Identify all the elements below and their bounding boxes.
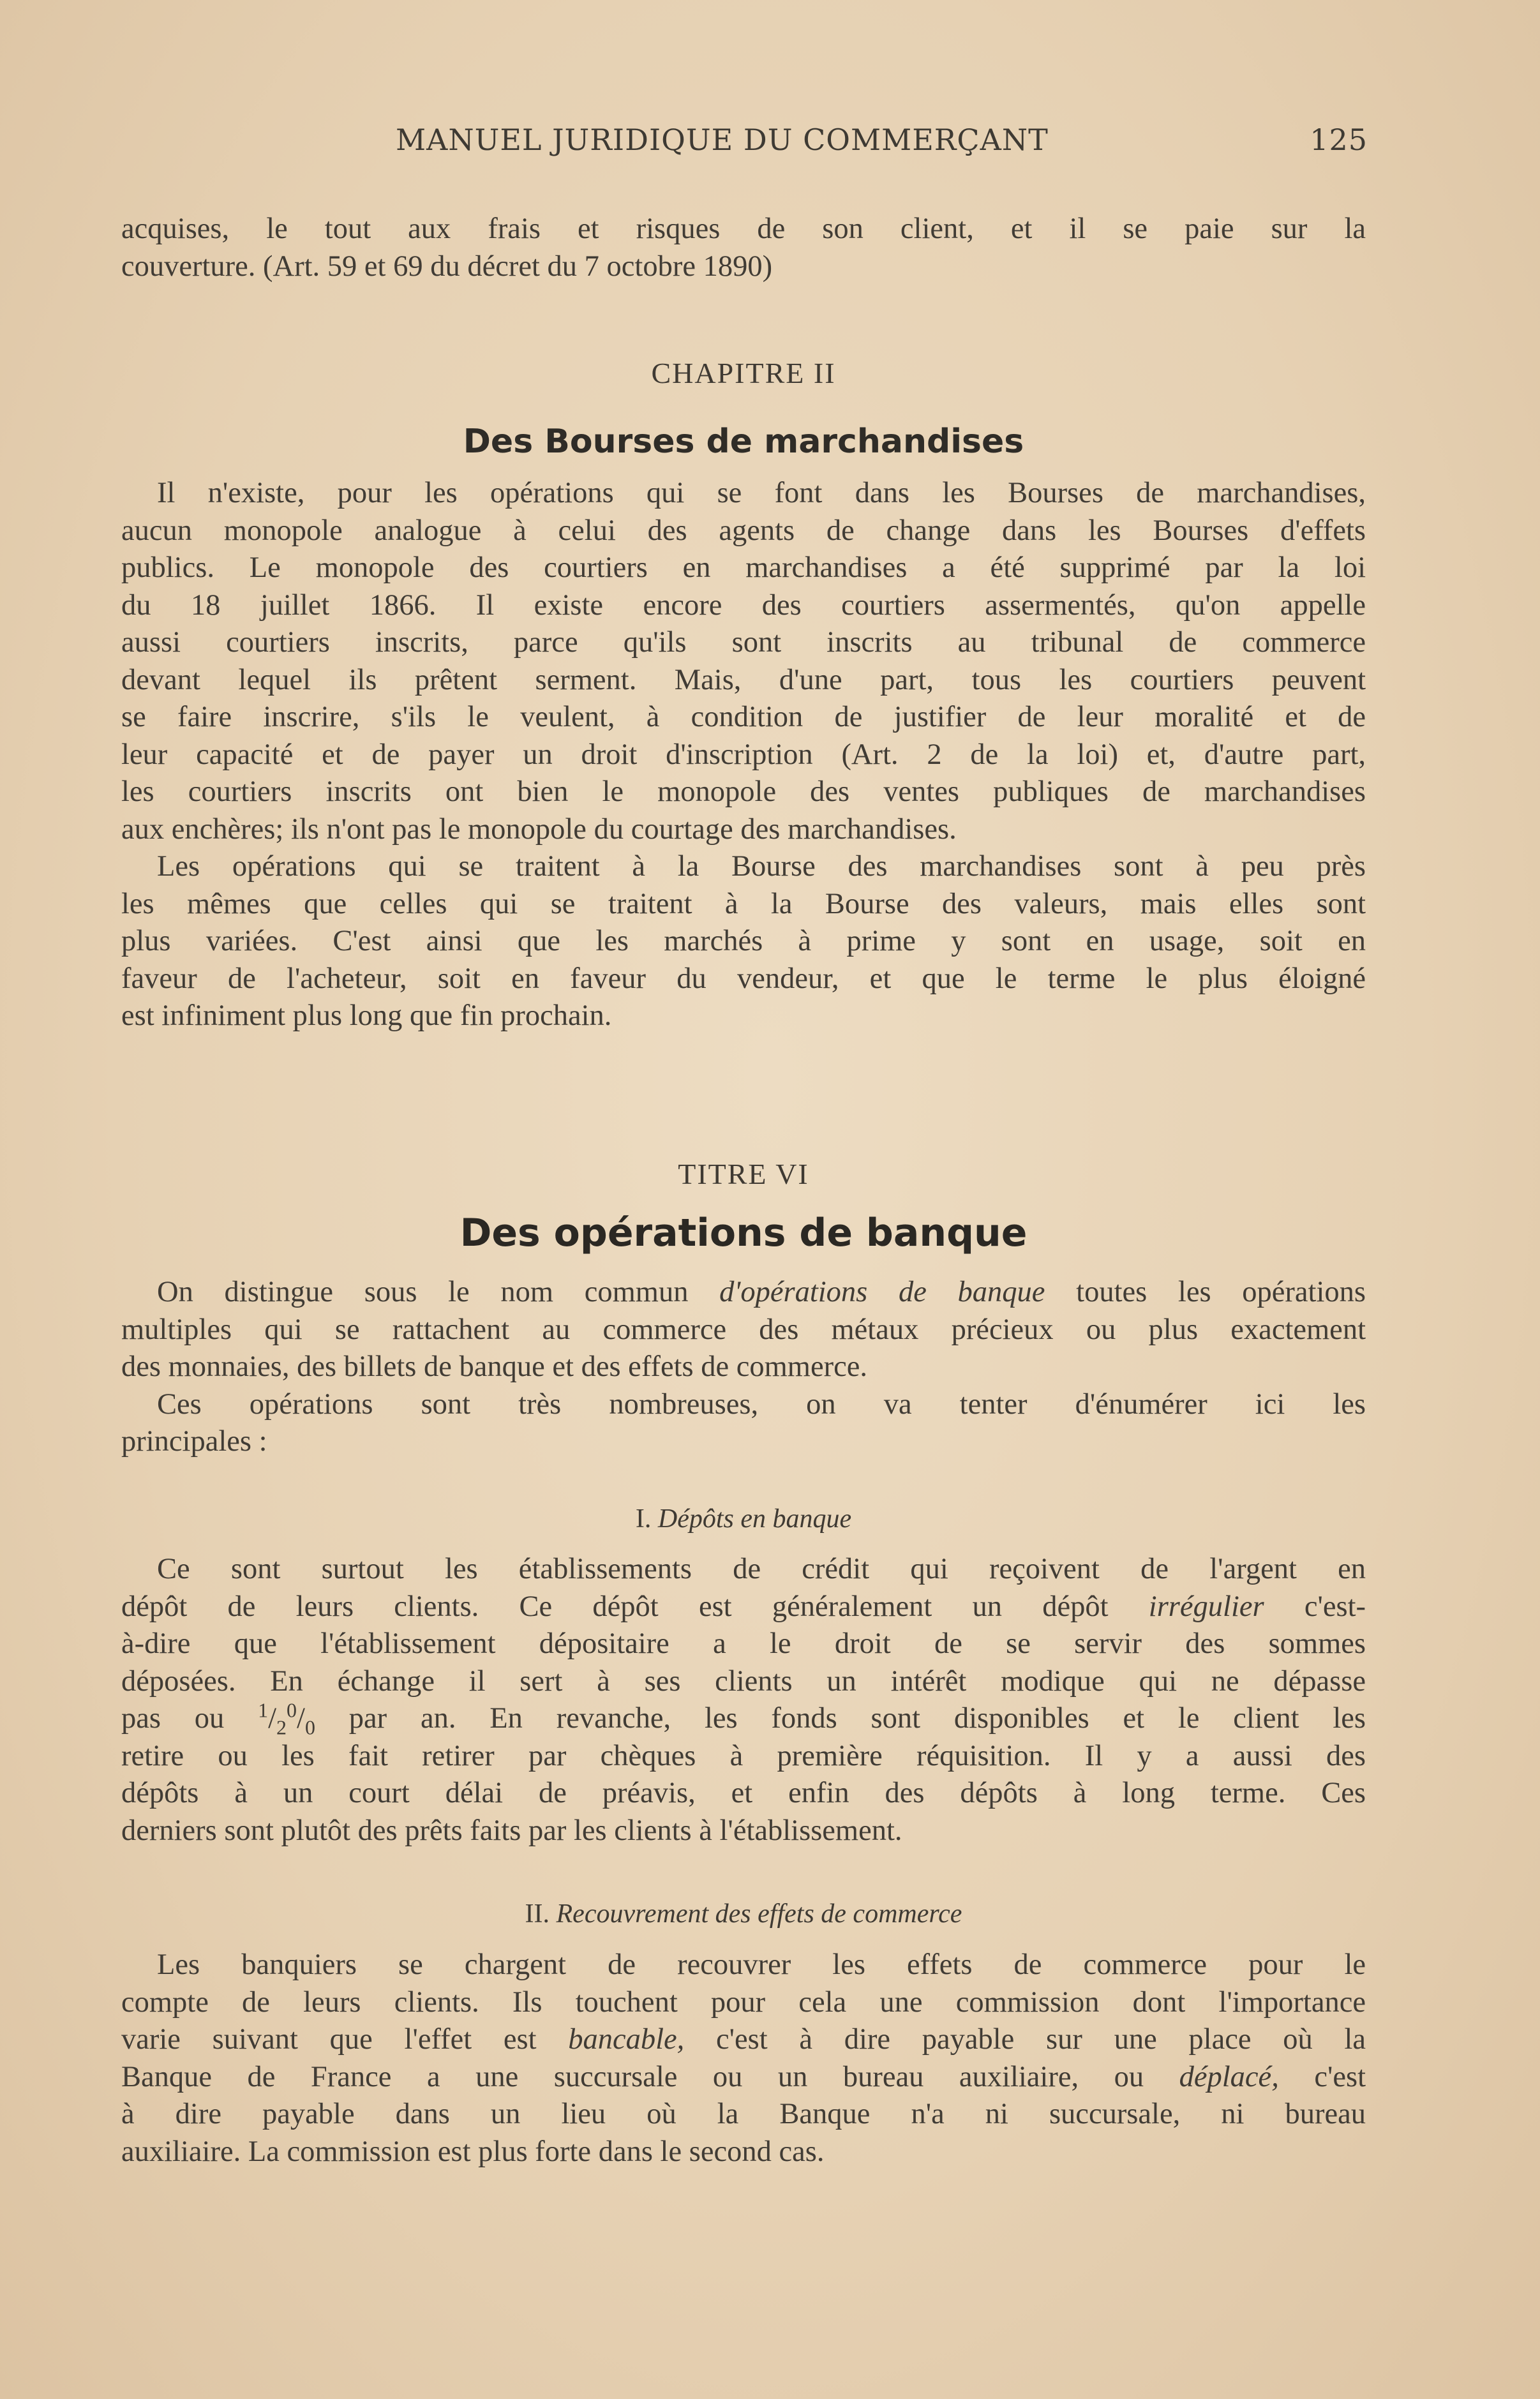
chapter-title: Des Bourses de marchandises xyxy=(463,422,1024,461)
paragraph-recouvrement xyxy=(121,1947,1366,2171)
text-line: à dire payable dans un lieu où la Banque n'a ni succursale, ni bureau xyxy=(121,2098,1366,2130)
text-line: derniers sont plutôt des prêts faits par les clients à l'établissement. xyxy=(121,1814,902,1847)
text-line: Il n'existe, pour les opérations qui se font dans les Bourses de marchandises, xyxy=(157,477,1366,509)
text-line: auxiliaire. La commission est plus forte dans le second cas. xyxy=(121,2135,825,2168)
text-line: Ces opérations sont très nombreuses, on va tenter d'énumérer ici les xyxy=(157,1387,1366,1421)
section-number: I. xyxy=(635,1504,652,1534)
titre-label: TITRE VI xyxy=(678,1158,809,1190)
paragraph-depots xyxy=(121,1551,1366,1850)
text-line: couverture. (Art. 59 et 69 du décret du 7 octobre 1890) xyxy=(121,250,773,283)
text-line: devant lequel ils prêtent serment. Mais, d'une part, tous les courtiers peuvent xyxy=(121,663,1366,696)
text-line: compte de leurs clients. Ils touchent pour cela une commission dont l'importance xyxy=(121,1985,1366,2019)
text-line: retire ou les fait retirer par chèques à première réquisition. Il y a aussi des xyxy=(121,1739,1366,1772)
text-line: des monnaies, des billets de banque et des effets de commerce. xyxy=(121,1350,867,1383)
text-line: pas ou $^1/_2^0/_0$ par an. En revanche, les fonds sont disponibles et le client les xyxy=(121,1698,1366,1739)
paragraph-continuation xyxy=(121,211,1366,285)
text-line: multiples qui se rattachent au commerce des métaux précieux ou plus exactement xyxy=(121,1313,1366,1346)
text-line: aucun monopole analogue à celui des agents de change dans les Bourses d'effets xyxy=(121,514,1366,547)
text-line: aux enchères; ils n'ont pas le monopole du courtage des marchandises. xyxy=(121,812,957,846)
text-line: plus variées. C'est ainsi que les marchés à prime y sont en usage, soit en xyxy=(121,925,1366,957)
page-header xyxy=(121,123,1368,167)
section-title: Dépôts en banque xyxy=(657,1504,852,1534)
text-line: déposées. En échange il sert à ses clients un intérêt modique qui ne dépasse xyxy=(121,1664,1366,1698)
text-line: aussi courtiers inscrits, parce qu'ils sont inscrits au tribunal de commerce xyxy=(121,626,1366,659)
running-title: MANUEL JURIDIQUE DU COMMERÇANT xyxy=(396,123,1049,157)
text-line: varie suivant que l'effet est bancable, c'est à dire payable sur une place où la xyxy=(121,2023,1366,2056)
section-heading-1 xyxy=(121,1504,1366,1534)
text-line: à-dire que l'établissement dépositaire a le droit de se servir des sommes xyxy=(121,1627,1366,1660)
text-line: publics. Le monopole des courtiers en marchandises a été supprimé par la loi xyxy=(121,551,1366,584)
section-heading-2 xyxy=(121,1899,1366,1929)
text-line: leur capacité et de payer un droit d'inscription (Art. 2 de la loi) et, d'autre part, xyxy=(121,738,1366,771)
text-line: Ce sont surtout les établissements de crédit qui reçoivent de l'argent en xyxy=(157,1553,1366,1585)
text-line: Les opérations qui se traitent à la Bourse des marchandises sont à peu près xyxy=(157,850,1366,883)
text-line: Banque de France a une succursale ou un bureau auxiliaire, ou déplacé, c'est xyxy=(121,2060,1366,2093)
text-line: les courtiers inscrits ont bien le monopole des ventes publiques de marchandises xyxy=(121,775,1366,808)
text-line: dépôts à un court délai de préavis, et enfin des dépôts à long terme. Ces xyxy=(121,1777,1366,1809)
text-line: principales : xyxy=(121,1425,267,1458)
text-line: les mêmes que celles qui se traitent à la Bourse des valeurs, mais elles sont xyxy=(121,887,1366,920)
section-number: II. xyxy=(525,1899,550,1929)
text-line: On distingue sous le nom commun d'opérations de banque toutes les opérations xyxy=(157,1276,1366,1308)
text-line: dépôt de leurs clients. Ce dépôt est généralement un dépôt irrégulier c'est- xyxy=(121,1590,1366,1623)
text-line: du 18 juillet 1866. Il existe encore des courtiers assermentés, qu'on appelle xyxy=(121,588,1366,622)
page-number: 125 xyxy=(1310,123,1368,157)
paragraph-operations xyxy=(121,1274,1366,1461)
text-line: Les banquiers se chargent de recouvrer les effets de commerce pour le xyxy=(157,1948,1366,1981)
section-title: Recouvrement des effets de commerce xyxy=(556,1899,962,1929)
text-line: se faire inscrire, s'ils le veulent, à condition de justifier de leur moralité et de xyxy=(121,701,1366,733)
text-line: faveur de l'acheteur, soit en faveur du vendeur, et que le terme le plus éloigné xyxy=(121,962,1366,995)
titre-title: Des opérations de banque xyxy=(460,1211,1028,1255)
paragraph-bourses xyxy=(121,475,1366,1035)
text-line: est infiniment plus long que fin prochain. xyxy=(121,999,612,1032)
text-line: acquises, le tout aux frais et risques de son client, et il se paie sur la xyxy=(121,213,1366,245)
chapter-label: CHAPITRE II xyxy=(651,357,836,389)
